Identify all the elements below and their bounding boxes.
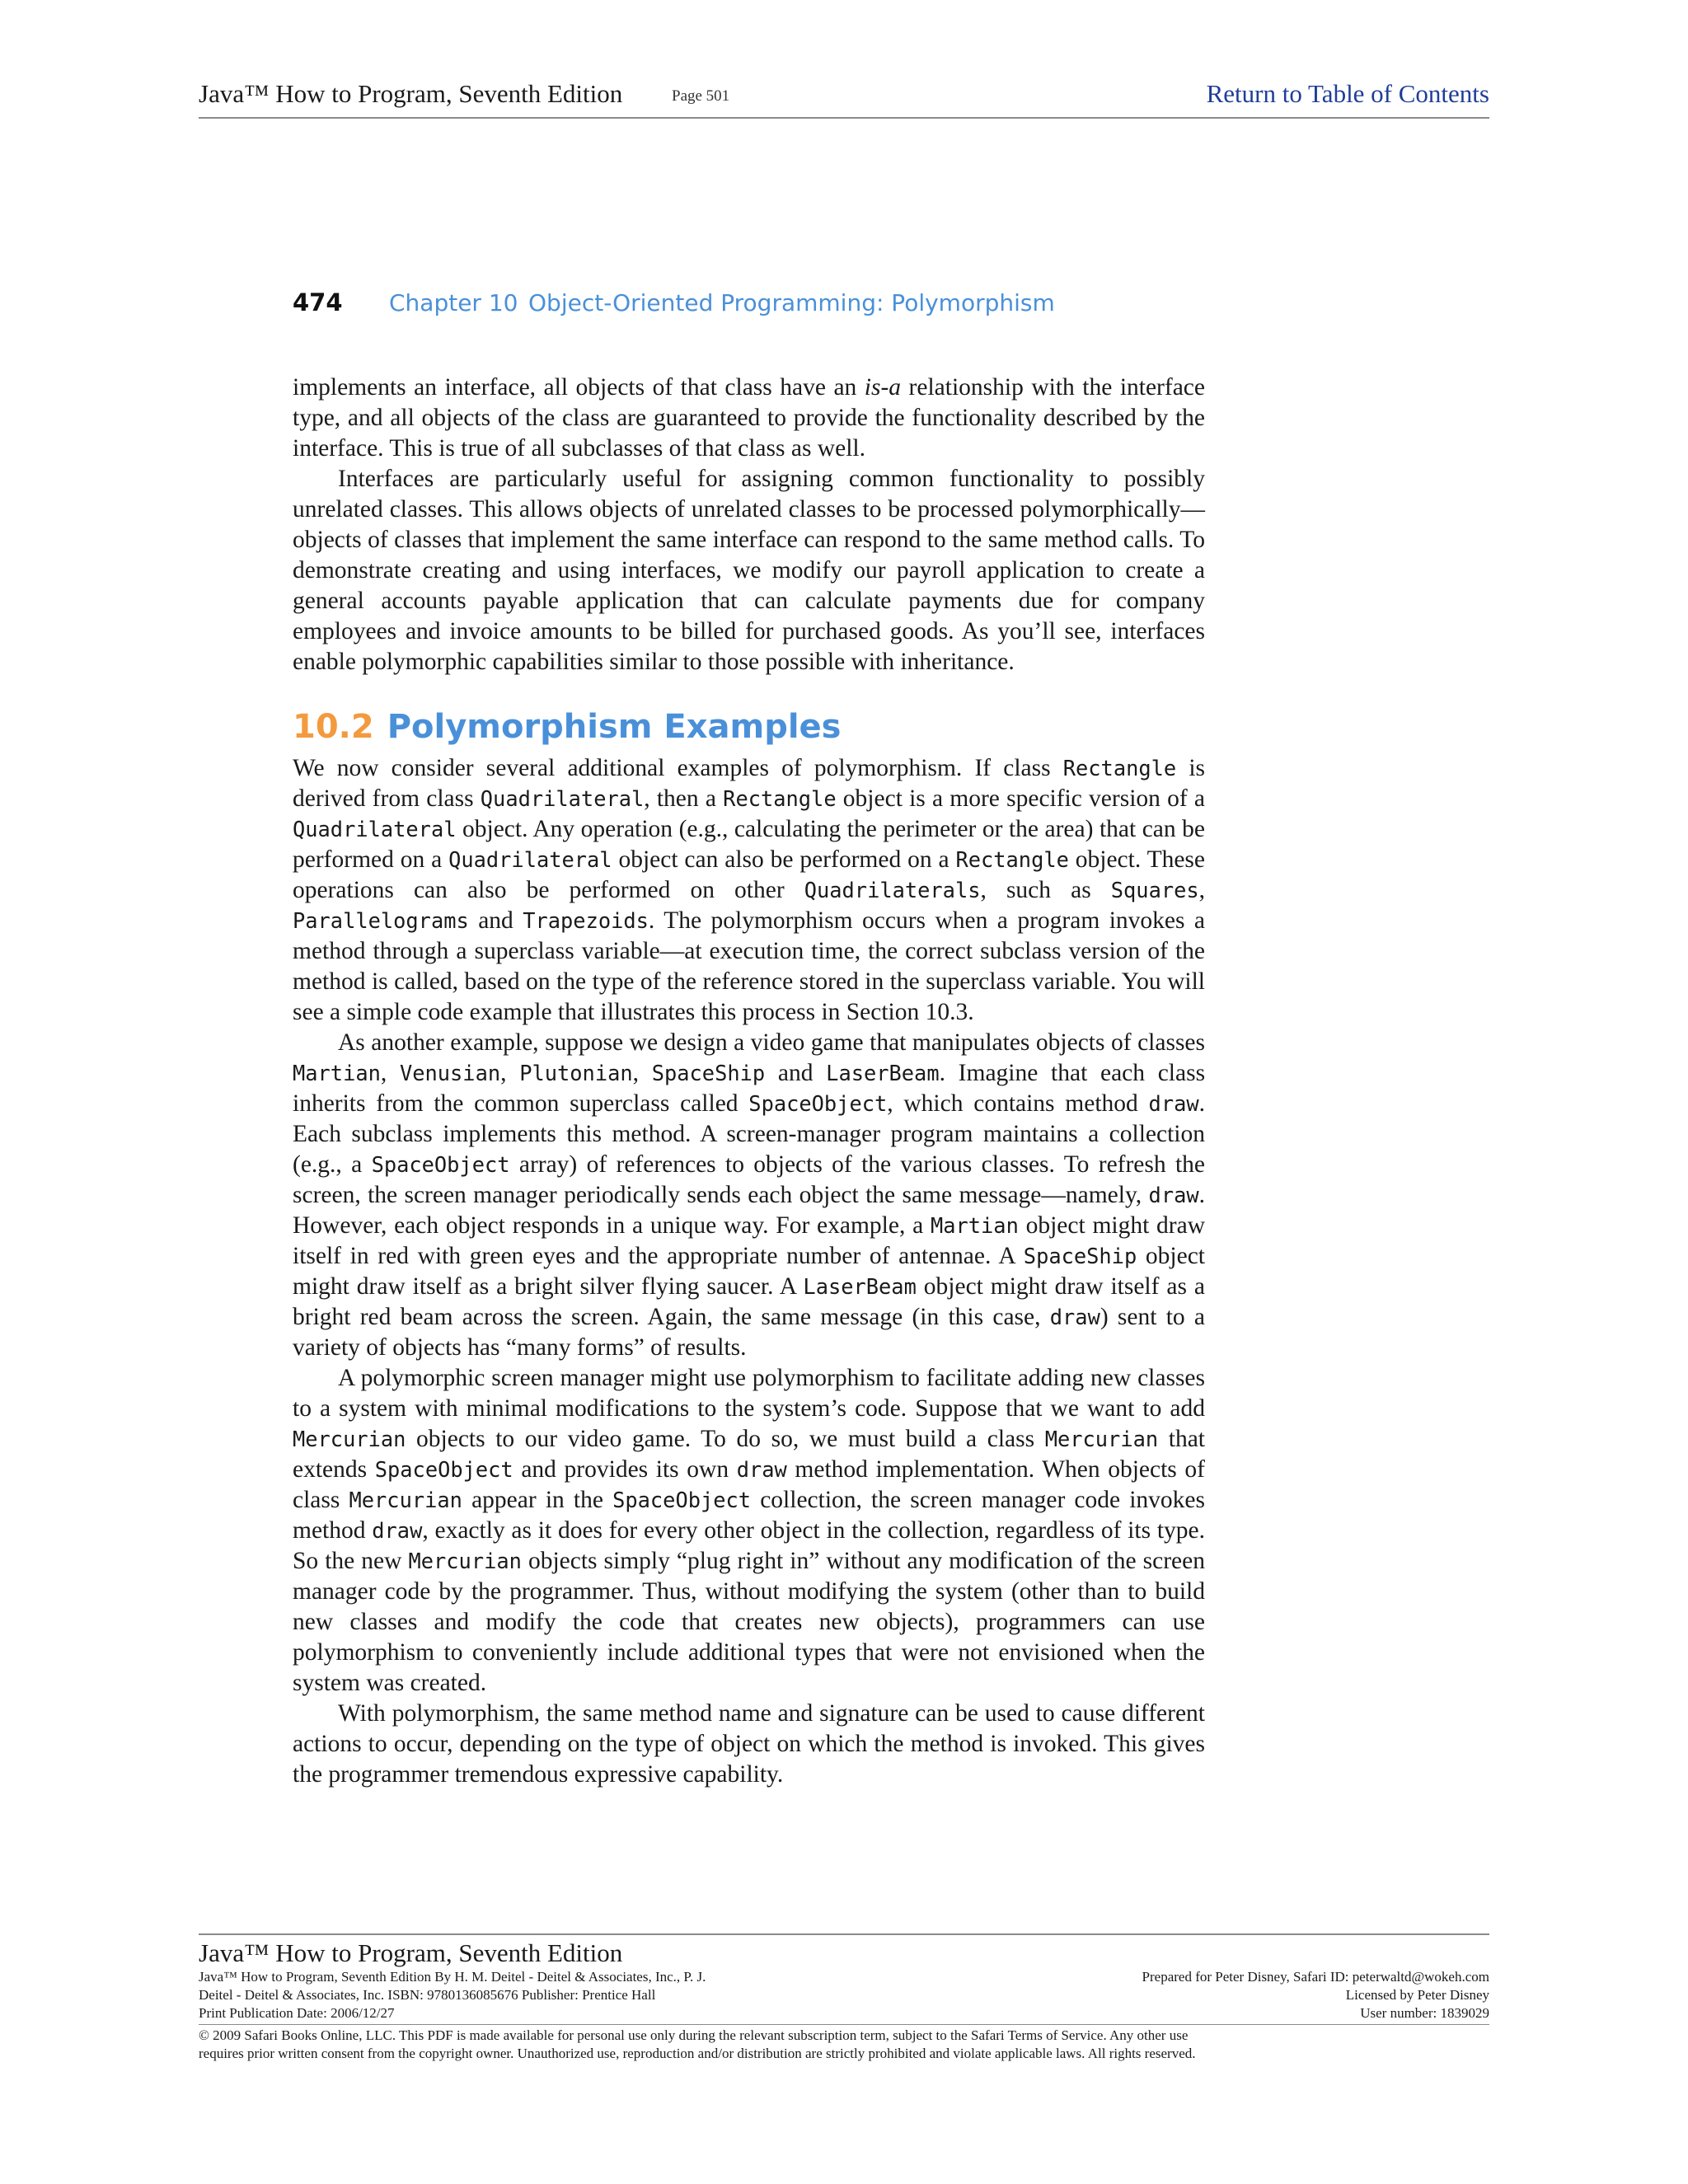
paragraph-screen-manager: A polymorphic screen manager might use polymorphism to facilitate adding new classes to a system with minimal modifications to the system’s code. Suppose that we want to add Mercurian objects to our video game. To do so, we must build a class Mercurian that extends SpaceObject and provides its own draw method implementation. When objects of class Mercurian appear in the SpaceObject collection, the screen manager code invokes method draw, exactly as it does for every other object in the collection, regardless of its type. So the new Mercurian objects simply “plug right in” without any modification of the screen manager code by the programmer. Thus, without modifying the system (other than to build new classes and modify the code that creates new objects), programmers can use polymorphism to conveniently include additional types that were not envisioned when the system was created.: [293, 1365, 1206, 1696]
pdf-page-label: Page 501: [672, 87, 730, 105]
body-text: [293, 373, 1205, 1790]
footer-copyright: © 2009 Safari Books Online, LLC. This PDF is made available for personal use only during the relevant subscription term, subject to the Safari Terms of Service. Any other use requires prior written consent from the copyright owner. Unauthorized use, reproduction and/or distribution are strictly prohibited and violate applicable laws. All rights reserved.: [199, 2024, 1489, 2063]
footer-metadata: [199, 1968, 1489, 2022]
chapter-title: Object-Oriented Programming: Polymorphism: [528, 289, 1055, 316]
section-heading: [293, 706, 1205, 748]
chapter-label: Chapter 10: [389, 289, 518, 316]
paragraph-expressive-capability: With polymorphism, the same method name and signature can be used to cause different actions to occur, depending on the type of object on which the method is invoked. This gives the programmer tremendous expressive capability.: [293, 1700, 1205, 1788]
top-header: [199, 76, 1489, 119]
paragraph-video-game-example: As another example, suppose we design a video game that manipulates objects of classes Martian, Venusian, Plutonian, SpaceShip and LaserBeam. Imagine that each class inherits from the common superclass called SpaceObject, which contains method draw. Each subclass implements this method. A screen-manager program maintains a collection (e.g., a SpaceObject array) of references to objects of the various classes. To refresh the screen, the screen manager periodically sends each object the same message—namely, draw. However, each object responds in a unique way. For example, a Martian object might draw itself in red with green eyes and the appropriate number of antennae. A SpaceShip object might draw itself as a bright silver flying saucer. A LaserBeam object might draw itself as a bright red beam across the screen. Again, the same message (in this case, draw) sent to a variety of objects has “many forms” of results.: [293, 1029, 1206, 1361]
paragraph-quadrilateral-example: We now consider several additional examples of polymorphism. If class Rectangle is derived from class Quadrilateral, then a Rectangle object is a more specific version of a Quadrilateral object. Any operation (e.g., calculating the perimeter or the area) that can be performed on a Quadrilateral object can also be performed on a Rectangle object. These operations can also be performed on other Quadrilaterals, such as Squares, Parallelograms and Trapezoids. The polymorphism occurs when a program invokes a method through a superclass variable—at execution time, the correct subclass version of the method is called, based on the type of the reference stored in the superclass variable. You will see a simple code example that illustrates this process in Section 10.3.: [293, 755, 1206, 1025]
footer-rule: [199, 1933, 1489, 1935]
footer-publication-info: Java™ How to Program, Seventh Edition By H. M. Deitel - Deitel & Associates, Inc., P. J. Deitel - Deitel & Associates, Inc. ISBN: 9780136085676 Publisher: Prentice Hall Print Publication Date: 2006/12/27: [199, 1969, 706, 2021]
section-number: 10.2: [293, 708, 374, 746]
book-title: Java™ How to Program, Seventh Edition: [199, 79, 623, 108]
return-to-toc-link[interactable]: Return to Table of Contents: [1206, 79, 1489, 108]
footer-license-info: Prepared for Peter Disney, Safari ID: peterwaltd@wokeh.com Licensed by Peter Disney User number: 1839029: [1142, 1969, 1489, 2021]
section-title: Polymorphism Examples: [387, 708, 842, 746]
footer: [199, 1933, 1489, 2063]
paragraph-interfaces-usefulness: Interfaces are particularly useful for assigning common functionality to possibly unrelated classes. This allows objects of unrelated classes to be processed polymorphically—objects of classes that implement the same interface can respond to the same method calls. To demonstrate creating and using interfaces, we modify our payroll application to create a general accounts payable application that can calculate payments due for company employees and invoice amounts to be billed for purchased goods. As you’ll see, interfaces enable polymorphic capabilities similar to those possible with inheritance.: [293, 466, 1205, 675]
footer-book-title: Java™ How to Program, Seventh Edition: [199, 1938, 623, 1967]
paragraph-interfaces-isa: implements an interface, all objects of that class have an is-a relationship with the interface type, and all objects of the class are guaranteed to provide the functionality described by the interface. This is true of all subclasses of that class as well.: [293, 374, 1205, 462]
book-page-number: 474: [293, 288, 343, 316]
